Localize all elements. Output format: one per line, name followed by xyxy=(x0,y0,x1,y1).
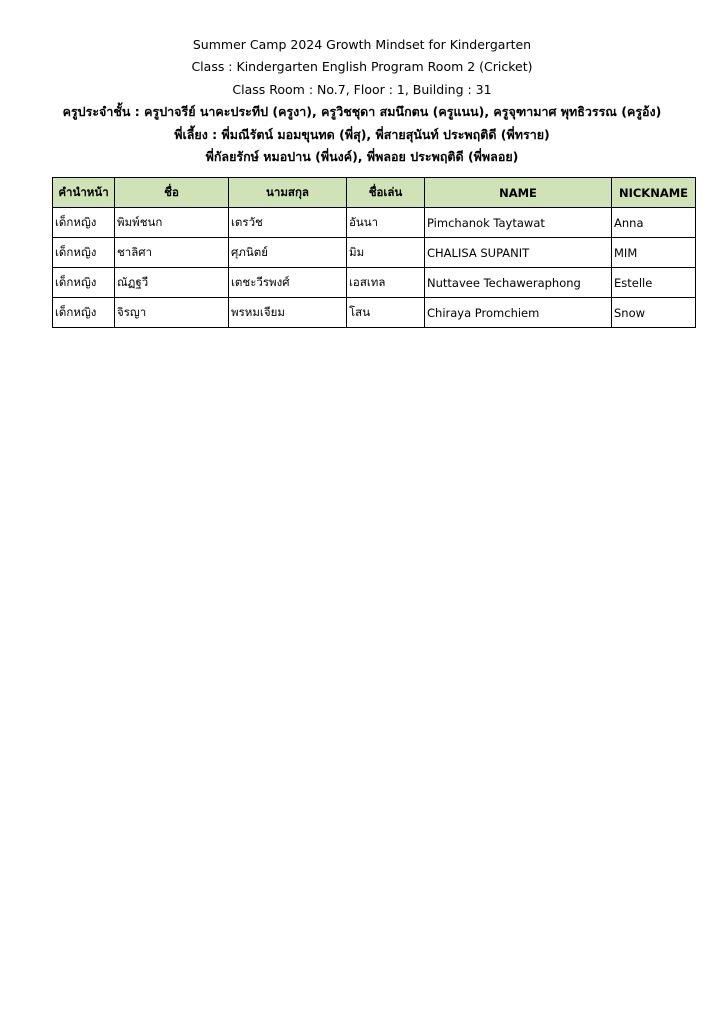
cell-nickname: Estelle xyxy=(612,268,696,298)
cell-nickname-thai: โสน xyxy=(347,298,425,328)
cell-first-name: ณัฏฐวี xyxy=(115,268,229,298)
cell-nickname-thai: มิม xyxy=(347,238,425,268)
cell-nickname: Snow xyxy=(612,298,696,328)
caretakers-continued: พี่กัลยรักษ์ หมอปาน (พี่นงค์), พี่พลอย ประพฤติดี (พี่พลอย) xyxy=(205,149,519,165)
cell-last-name: พรหมเจียม xyxy=(229,298,347,328)
class-room-location: Class Room : No.7, Floor : 1, Building : 31 xyxy=(232,81,492,97)
cell-last-name: ศุภนิตย์ xyxy=(229,238,347,268)
camp-title: Summer Camp 2024 Growth Mindset for Kindergarten xyxy=(192,37,532,52)
table-header-row xyxy=(53,178,696,208)
table-row xyxy=(53,298,696,328)
class-name: Class : Kindergarten English Program Room 2 (Cricket) xyxy=(191,59,533,75)
cell-nickname-thai: เอสเทล xyxy=(347,268,425,298)
cell-name: Chiraya Promchiem xyxy=(425,298,612,328)
column-header-last-name: นามสกุล xyxy=(229,178,347,208)
column-header-nickname: NICKNAME xyxy=(612,178,696,208)
cell-name: Nuttavee Techaweraphong xyxy=(425,268,612,298)
table-row xyxy=(53,268,696,298)
document-header xyxy=(0,34,724,168)
cell-first-name: จิรญา xyxy=(115,298,229,328)
table-row xyxy=(53,238,696,268)
cell-last-name: เตชะวีรพงศ์ xyxy=(229,268,347,298)
cell-first-name: ชาลิศา xyxy=(115,238,229,268)
caretakers: พี่เลี้ยง : พี่มณีรัตน์ มอมขุนทด (พี่สุ), พี่สายสุนันท์ ประพฤติดี (พี่ทราย) xyxy=(174,126,550,142)
cell-title: เด็กหญิง xyxy=(53,268,115,298)
cell-title: เด็กหญิง xyxy=(53,238,115,268)
cell-first-name: พิมพ์ชนก xyxy=(115,208,229,238)
column-header-title: คำนำหน้า xyxy=(53,178,115,208)
cell-name: Pimchanok Taytawat xyxy=(425,208,612,238)
cell-title: เด็กหญิง xyxy=(53,298,115,328)
column-header-nickname-thai: ชื่อเล่น xyxy=(347,178,425,208)
column-header-first-name: ชื่อ xyxy=(115,178,229,208)
cell-name: CHALISA SUPANIT xyxy=(425,238,612,268)
student-roster-table xyxy=(52,177,696,328)
column-header-name: NAME xyxy=(425,178,612,208)
cell-last-name: เตรวัช xyxy=(229,208,347,238)
homeroom-teachers: ครูประจำชั้น : ครูปาจรีย์ นาคะประทีป (ครูงา), ครูวิชชุดา สมนึกตน (ครูแนน), ครูจุฑามาศ พุทธิวรรณ (ครูอ้ง) xyxy=(62,104,662,120)
cell-nickname: MIM xyxy=(612,238,696,268)
cell-title: เด็กหญิง xyxy=(53,208,115,238)
cell-nickname-thai: อันนา xyxy=(347,208,425,238)
table-row xyxy=(53,208,696,238)
cell-nickname: Anna xyxy=(612,208,696,238)
